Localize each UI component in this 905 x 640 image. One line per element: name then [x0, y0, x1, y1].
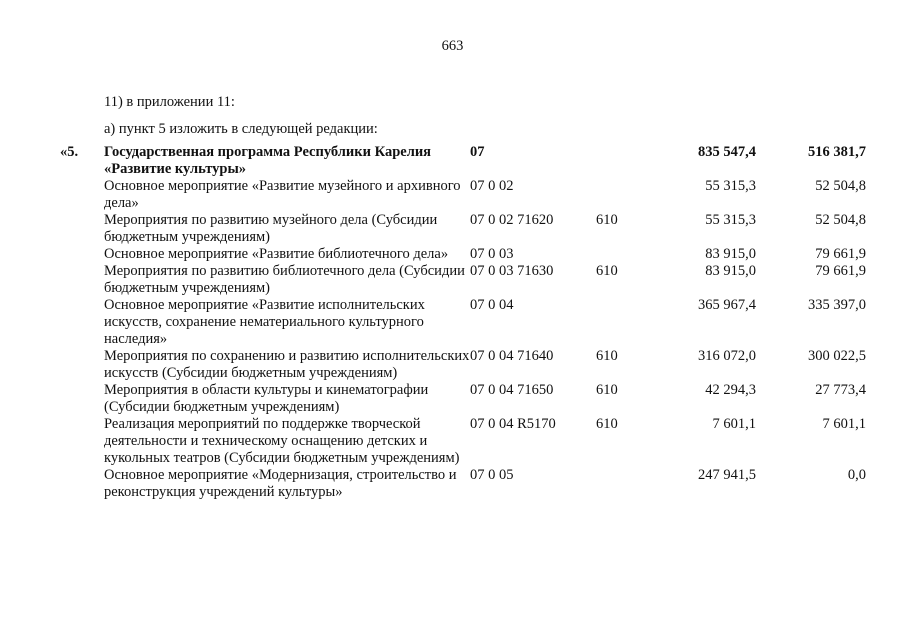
row-expense-type: 610	[596, 348, 618, 364]
row-name: Основное мероприятие «Развитие исполнительских искусств, сохранение нематериального культурного наследия»	[104, 297, 425, 347]
row-code: 07 0 02	[470, 178, 514, 194]
budget-table-body	[60, 144, 866, 501]
row-name: Основное мероприятие «Развитие библиотечного дела»	[104, 246, 449, 262]
row-name: Основное мероприятие «Развитие музейного и архивного дела»	[104, 178, 461, 211]
row-amount-year1: 55 315,3	[705, 212, 756, 228]
table-row	[60, 416, 866, 467]
table-row	[60, 178, 866, 212]
row-code: 07 0 04 R5170	[470, 416, 556, 432]
row-name: Реализация мероприятий по поддержке творческой деятельности и техническому оснащению детских и кукольных театров (Субсидии бюджетным учреждениям)	[104, 416, 460, 466]
row-number	[60, 382, 104, 416]
row-amount-year2: 516 381,7	[808, 144, 866, 160]
intro-line-item: а) пункт 5 изложить в следующей редакции:	[104, 121, 378, 137]
row-name: Мероприятия в области культуры и кинематографии (Субсидии бюджетным учреждениям)	[104, 382, 429, 415]
table-row	[60, 382, 866, 416]
row-amount-year2: 7 601,1	[822, 416, 866, 432]
row-amount-year2: 0,0	[847, 467, 866, 483]
row-code: 07 0 02 71620	[470, 212, 554, 228]
table-row	[60, 467, 866, 501]
row-number	[60, 467, 104, 501]
row-expense-type: 610	[596, 263, 618, 279]
row-amount-year2: 52 504,8	[815, 178, 866, 194]
row-amount-year2: 52 504,8	[815, 212, 866, 228]
row-amount-year2: 300 022,5	[808, 348, 866, 364]
row-amount-year1: 365 967,4	[698, 297, 756, 313]
row-expense-type: 610	[596, 382, 618, 398]
row-expense-type	[596, 144, 656, 178]
row-name: Основное мероприятие «Модернизация, строительство и реконструкция учреждений культуры»	[104, 467, 457, 500]
row-code: 07 0 04 71650	[470, 382, 554, 398]
row-amount-year1: 247 941,5	[698, 467, 756, 483]
row-name: Мероприятия по развитию библиотечного дела (Субсидии бюджетным учреждениям)	[104, 263, 465, 296]
row-code: 07 0 03	[470, 246, 514, 262]
row-expense-type: 610	[596, 416, 618, 432]
row-number	[60, 416, 104, 467]
row-number	[60, 297, 104, 348]
row-amount-year1: 7 601,1	[712, 416, 756, 432]
row-code: 07 0 04 71640	[470, 348, 554, 364]
table-row	[60, 348, 866, 382]
row-amount-year2: 79 661,9	[815, 246, 866, 262]
row-code: 07	[470, 144, 485, 160]
row-name: Мероприятия по сохранению и развитию исполнительских искусств (Субсидии бюджетным учреждениям)	[104, 348, 470, 381]
row-amount-year1: 316 072,0	[698, 348, 756, 364]
row-expense-type	[596, 178, 656, 212]
row-code: 07 0 03 71630	[470, 263, 554, 279]
row-number	[60, 178, 104, 212]
budget-table	[60, 144, 866, 501]
row-amount-year1: 42 294,3	[705, 382, 756, 398]
table-row	[60, 212, 866, 246]
page-number: 663	[441, 38, 464, 54]
row-number	[60, 263, 104, 297]
intro-line-appendix: 11) в приложении 11:	[104, 94, 235, 110]
row-amount-year2: 27 773,4	[815, 382, 866, 398]
row-number	[60, 246, 104, 263]
row-name: Мероприятия по развитию музейного дела (Субсидии бюджетным учреждениям)	[104, 212, 438, 245]
row-amount-year1: 835 547,4	[698, 144, 756, 160]
row-amount-year1: 83 915,0	[705, 246, 756, 262]
row-number	[60, 348, 104, 382]
table-row	[60, 263, 866, 297]
row-number	[60, 212, 104, 246]
table-row	[60, 246, 866, 263]
row-expense-type: 610	[596, 212, 618, 228]
row-amount-year1: 83 915,0	[705, 263, 756, 279]
row-amount-year2: 335 397,0	[808, 297, 866, 313]
row-expense-type	[596, 246, 656, 263]
row-amount-year2: 79 661,9	[815, 263, 866, 279]
row-number: «5.	[60, 144, 79, 160]
table-row	[60, 144, 866, 178]
table-row	[60, 297, 866, 348]
row-expense-type	[596, 467, 656, 501]
row-amount-year1: 55 315,3	[705, 178, 756, 194]
row-code: 07 0 04	[470, 297, 514, 313]
row-code: 07 0 05	[470, 467, 514, 483]
row-name: Государственная программа Республики Карелия «Развитие культуры»	[104, 144, 432, 177]
row-expense-type	[596, 297, 656, 348]
